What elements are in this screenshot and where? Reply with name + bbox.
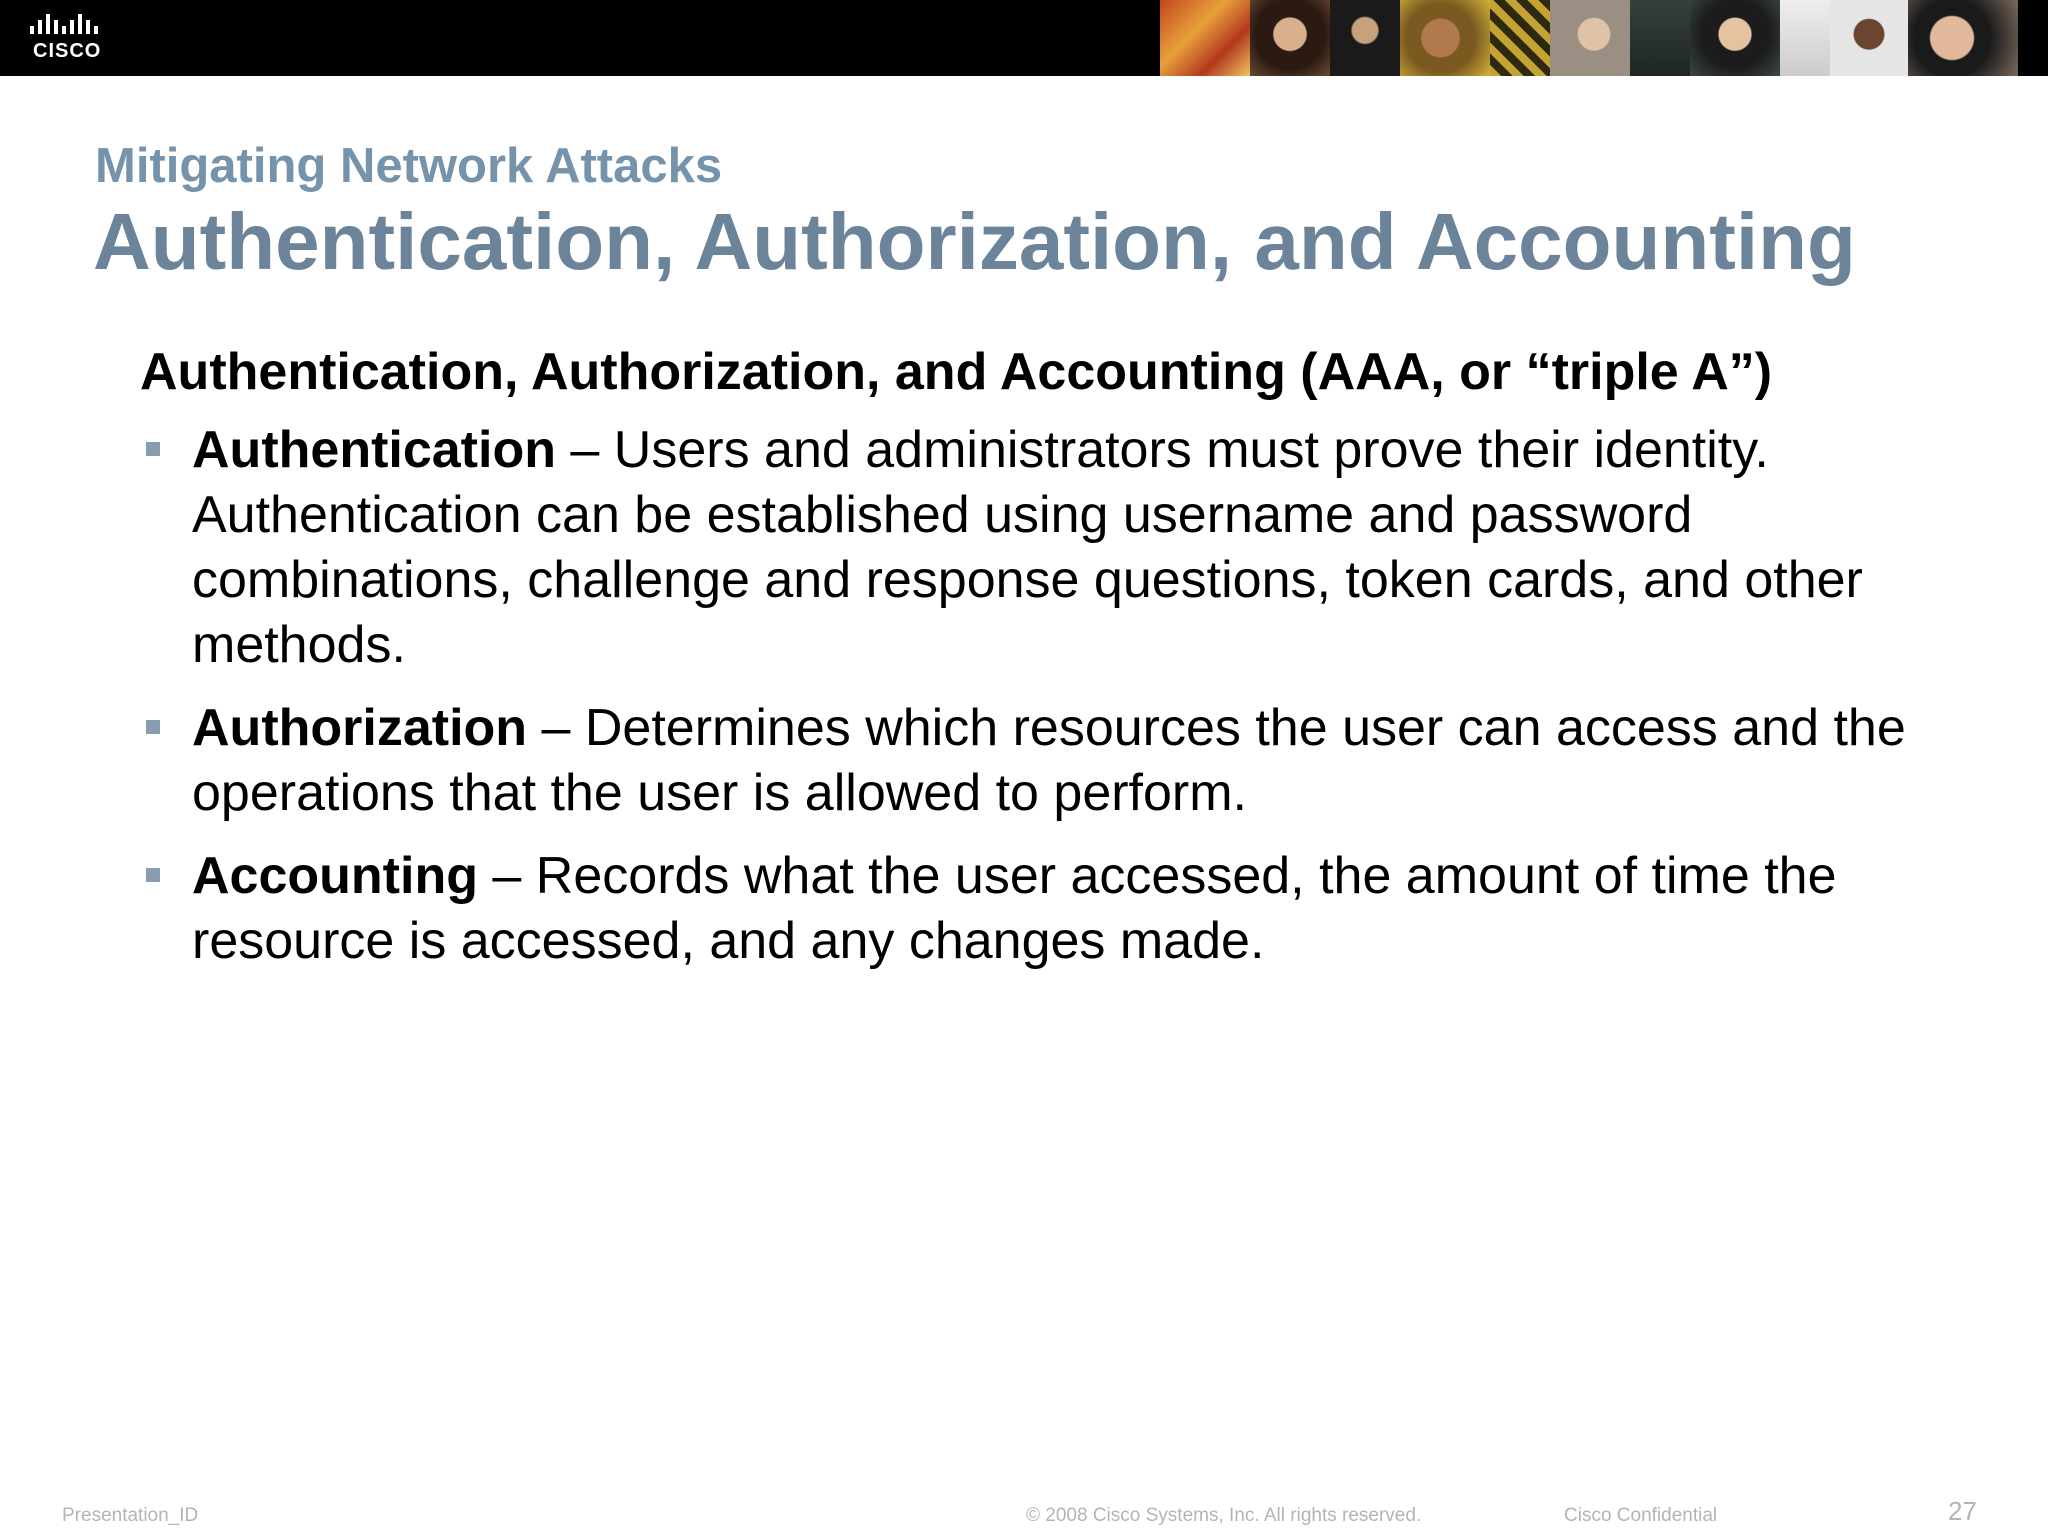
bullet-item-authorization bbox=[140, 696, 1940, 826]
slide-subtitle: Mitigating Network Attacks bbox=[95, 139, 723, 193]
photo-abstract-art bbox=[1160, 0, 1250, 76]
photo-chalkboard bbox=[1630, 0, 1690, 76]
photo-person bbox=[1550, 0, 1630, 76]
photo-person bbox=[1330, 0, 1400, 76]
bullet-item-authentication bbox=[140, 418, 1940, 678]
header-bar bbox=[0, 0, 2048, 76]
footer-copyright: © 2008 Cisco Systems, Inc. All rights reserved. bbox=[1026, 1505, 1422, 1526]
bullet-term: Authentication bbox=[192, 421, 556, 479]
bullet-description: – Determines which resources the user can access and the operations that the user is allowed to perform. bbox=[192, 699, 1906, 822]
slide-body bbox=[140, 340, 1940, 992]
bullet-item-accounting bbox=[140, 844, 1940, 974]
square-bullet-icon bbox=[146, 442, 160, 456]
square-bullet-icon bbox=[146, 868, 160, 882]
cisco-bridge-icon bbox=[28, 14, 114, 40]
photo-person bbox=[1908, 0, 2018, 76]
page-number: 27 bbox=[1948, 1496, 1977, 1526]
cisco-logo bbox=[28, 14, 118, 64]
bullet-description: – Users and administrators must prove their identity. Authentication can be established using username and password combinations, challenge and response questions, token cards, and other methods. bbox=[192, 421, 1863, 674]
photo-blank bbox=[1780, 0, 1830, 76]
bullet-list bbox=[140, 418, 1940, 974]
square-bullet-icon bbox=[146, 720, 160, 734]
header-photo-strip bbox=[1160, 0, 2048, 76]
bullet-description: – Records what the user accessed, the amount of time the resource is accessed, and any changes made. bbox=[192, 847, 1837, 970]
cisco-wordmark: CISCO bbox=[33, 40, 102, 62]
photo-person bbox=[1690, 0, 1780, 76]
photo-pattern bbox=[1490, 0, 1550, 76]
photo-person bbox=[1250, 0, 1330, 76]
footer-confidential: Cisco Confidential bbox=[1564, 1505, 1718, 1526]
intro-heading: Authentication, Authorization, and Accounting (AAA, or “triple A”) bbox=[140, 343, 1773, 401]
bullet-term: Authorization bbox=[192, 699, 528, 757]
photo-person bbox=[1830, 0, 1908, 76]
slide-title: Authentication, Authorization, and Accounting bbox=[93, 197, 1856, 286]
photo-person bbox=[1400, 0, 1490, 76]
bullet-term: Accounting bbox=[192, 847, 478, 905]
footer-presentation-id: Presentation_ID bbox=[62, 1505, 199, 1526]
